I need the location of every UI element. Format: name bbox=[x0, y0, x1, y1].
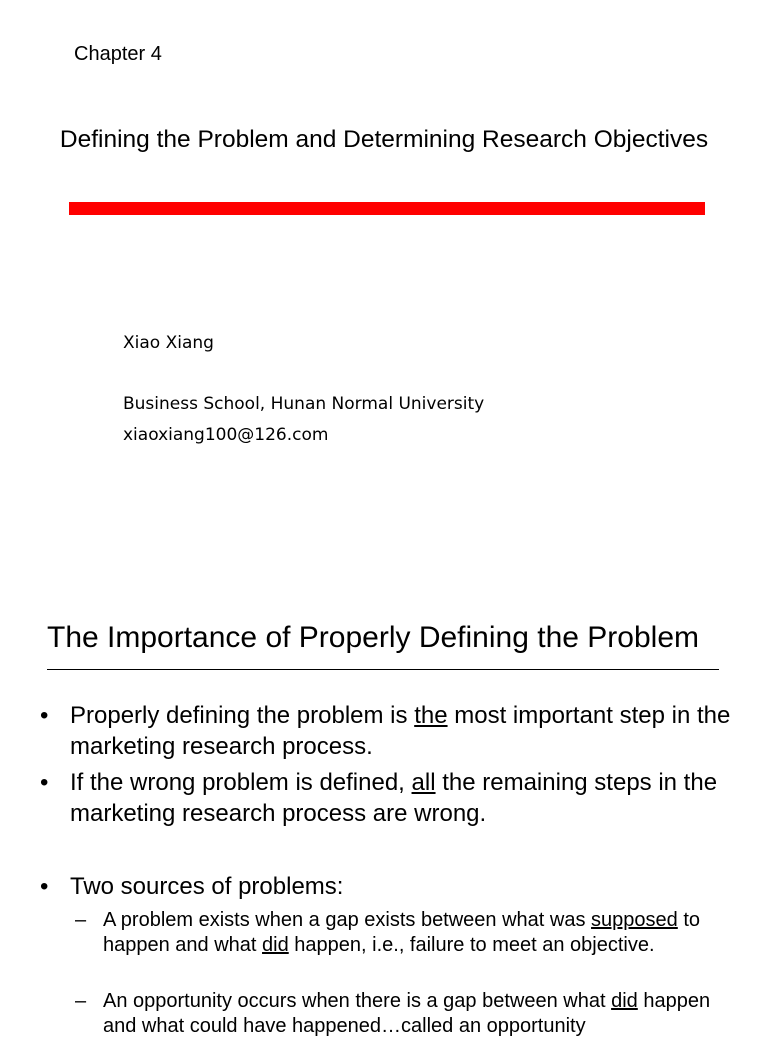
bullet-text: most important step in the marketing research process. bbox=[70, 702, 731, 760]
author-block bbox=[123, 331, 484, 454]
sub-bullet-text: to happen and what bbox=[103, 909, 701, 956]
bullet-text: Properly defining the problem is bbox=[70, 702, 415, 729]
slide-title: The Importance of Properly Defining the Problem bbox=[47, 621, 699, 654]
author-affiliation: Business School, Hunan Normal University bbox=[123, 394, 485, 414]
content-slide bbox=[0, 576, 768, 1037]
bullet-dot-icon: • bbox=[40, 702, 49, 729]
author-email: xiaoxiang100@126.com bbox=[123, 425, 329, 445]
bullet-dot-icon: • bbox=[40, 769, 49, 796]
title-divider bbox=[47, 669, 719, 670]
sub-bullet-item bbox=[75, 908, 723, 958]
red-accent-bar bbox=[69, 202, 705, 215]
bullet-emphasis: all bbox=[411, 769, 436, 796]
sub-bullet-text: A problem exists when a gap exists between what was bbox=[103, 909, 592, 931]
bullet-text: the remaining steps in the marketing research process are wrong. bbox=[70, 769, 718, 827]
bullet-item bbox=[40, 700, 740, 762]
bullet-emphasis: the bbox=[414, 702, 448, 729]
bullet-item bbox=[40, 871, 740, 902]
deck-title: Defining the Problem and Determining Research Objectives bbox=[59, 126, 709, 153]
bullet-text: Two sources of problems: bbox=[70, 873, 344, 900]
sub-bullet-emphasis: supposed bbox=[591, 909, 678, 931]
sub-bullet-emphasis: did bbox=[262, 934, 289, 956]
bullet-dot-icon: • bbox=[40, 873, 49, 900]
chapter-label: Chapter 4 bbox=[74, 43, 162, 65]
sub-bullet-text: happen, i.e., failure to meet an objective. bbox=[288, 934, 655, 956]
bullet-text: If the wrong problem is defined, bbox=[70, 769, 412, 796]
dash-icon: – bbox=[75, 909, 87, 931]
sub-bullet-item bbox=[75, 989, 723, 1039]
author-name: Xiao Xiang bbox=[123, 333, 214, 353]
sub-bullet-text: happen and what could have happened…called an opportunity bbox=[103, 990, 711, 1037]
sub-bullet-emphasis: did bbox=[611, 990, 638, 1012]
dash-icon: – bbox=[75, 990, 87, 1012]
bullet-item bbox=[40, 767, 740, 829]
sub-bullet-text: An opportunity occurs when there is a gap between what bbox=[103, 990, 612, 1012]
